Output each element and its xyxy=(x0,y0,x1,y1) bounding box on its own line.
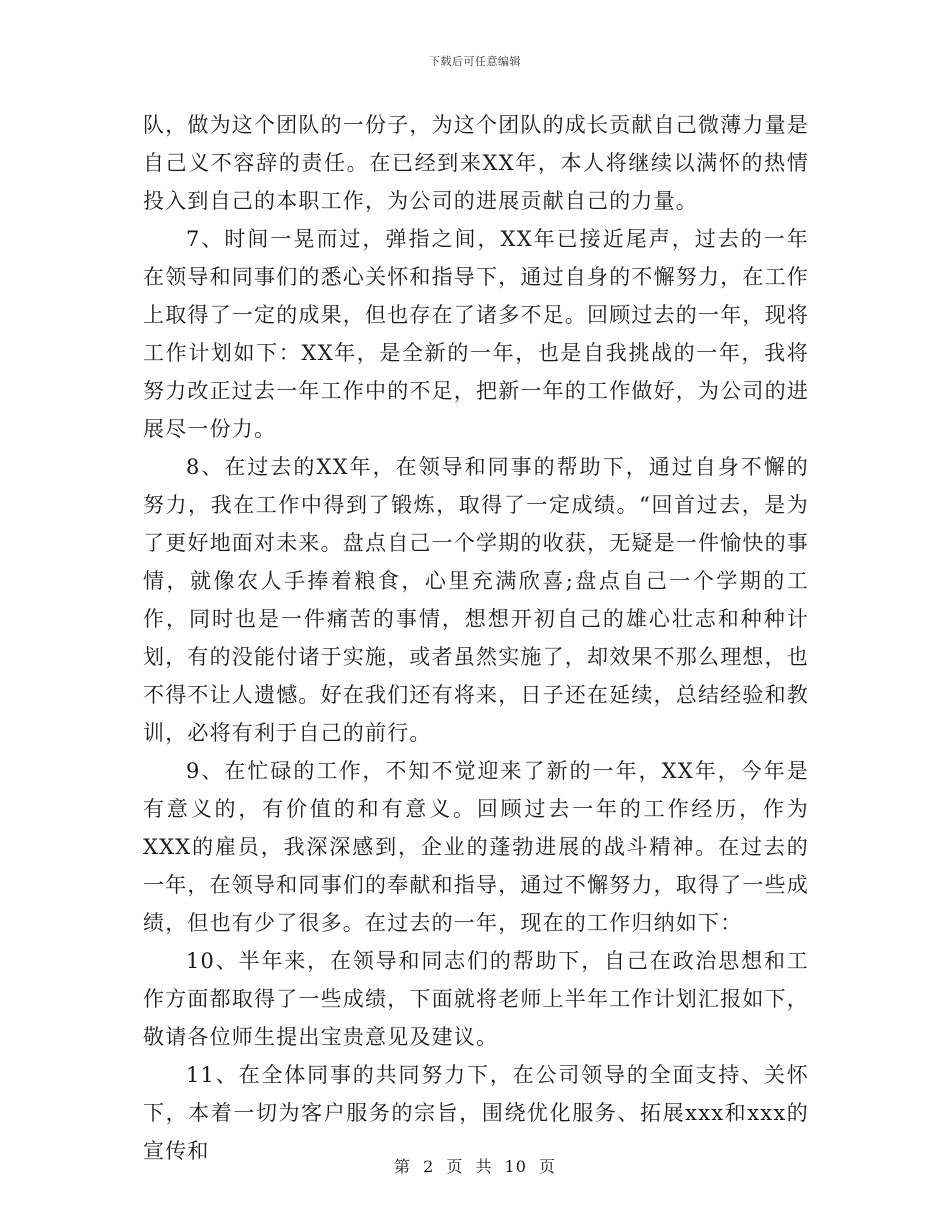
paragraph-item-8: 8、在过去的XX年，在领导和同事的帮助下，通过自身不懈的努力，我在工作中得到了锻炼，取得了一定成绩。“回首过去，是为了更好地面对未来。盘点自己一个学期的收获，无疑是一件愉快的事情，就像农人手捧着粮食，心里充满欣喜;盘点自己一个学期的工作，同时也是一件痛苦的事情，想想开初自己的雄心壮志和种种计划，有的没能付诸于实施，或者虽然实施了，却效果不那么理想，也不得不让人遗憾。好在我们还有将来，日子还在延续，总结经验和教训，必将有利于自己的前行。 xyxy=(143,455,809,745)
document-body xyxy=(143,106,809,1170)
paragraph-item-9: 9、在忙碌的工作，不知不觉迎来了新的一年，XX年，今年是有意义的，有价值的和有意义。回顾过去一年的工作经历，作为XXX的雇员，我深深感到，企业的蓬勃进展的战斗精神。在过去的一年，在领导和同事们的奉献和指导，通过不懈努力，取得了一些成绩，但也有少了很多。在过去的一年，现在的工作归纳如下： xyxy=(143,759,809,935)
paragraph-item-11: 11、在全体同事的共同努力下，在公司领导的全面支持、关怀下，本着一切为客户服务的宗旨，围绕优化服务、拓展xxx和xxx的宣传和 xyxy=(143,1063,809,1163)
page-number-footer: 第 2 页 共 10 页 xyxy=(394,1157,556,1176)
page-header: 下载后可任意编辑 xyxy=(429,55,521,68)
paragraph-item-7: 7、时间一晃而过，弹指之间，XX年已接近尾声，过去的一年在领导和同事们的悉心关怀和指导下，通过自身的不懈努力，在工作上取得了一定的成果，但也存在了诸多不足。回顾过去的一年，现将工作计划如下：XX年，是全新的一年，也是自我挑战的一年，我将努力改正过去一年工作中的不足，把新一年的工作做好，为公司的进展尽一份力。 xyxy=(143,227,809,441)
paragraph-item-10: 10、半年来，在领导和同志们的帮助下，自己在政治思想和工作方面都取得了一些成绩，下面就将老师上半年工作计划汇报如下，敬请各位师生提出宝贵意见及建议。 xyxy=(143,949,809,1049)
paragraph-continuation: 队，做为这个团队的一份子，为这个团队的成长贡献自己微薄力量是自己义不容辞的责任。在已经到来XX年，本人将继续以满怀的热情投入到自己的本职工作，为公司的进展贡献自己的力量。 xyxy=(143,113,809,213)
